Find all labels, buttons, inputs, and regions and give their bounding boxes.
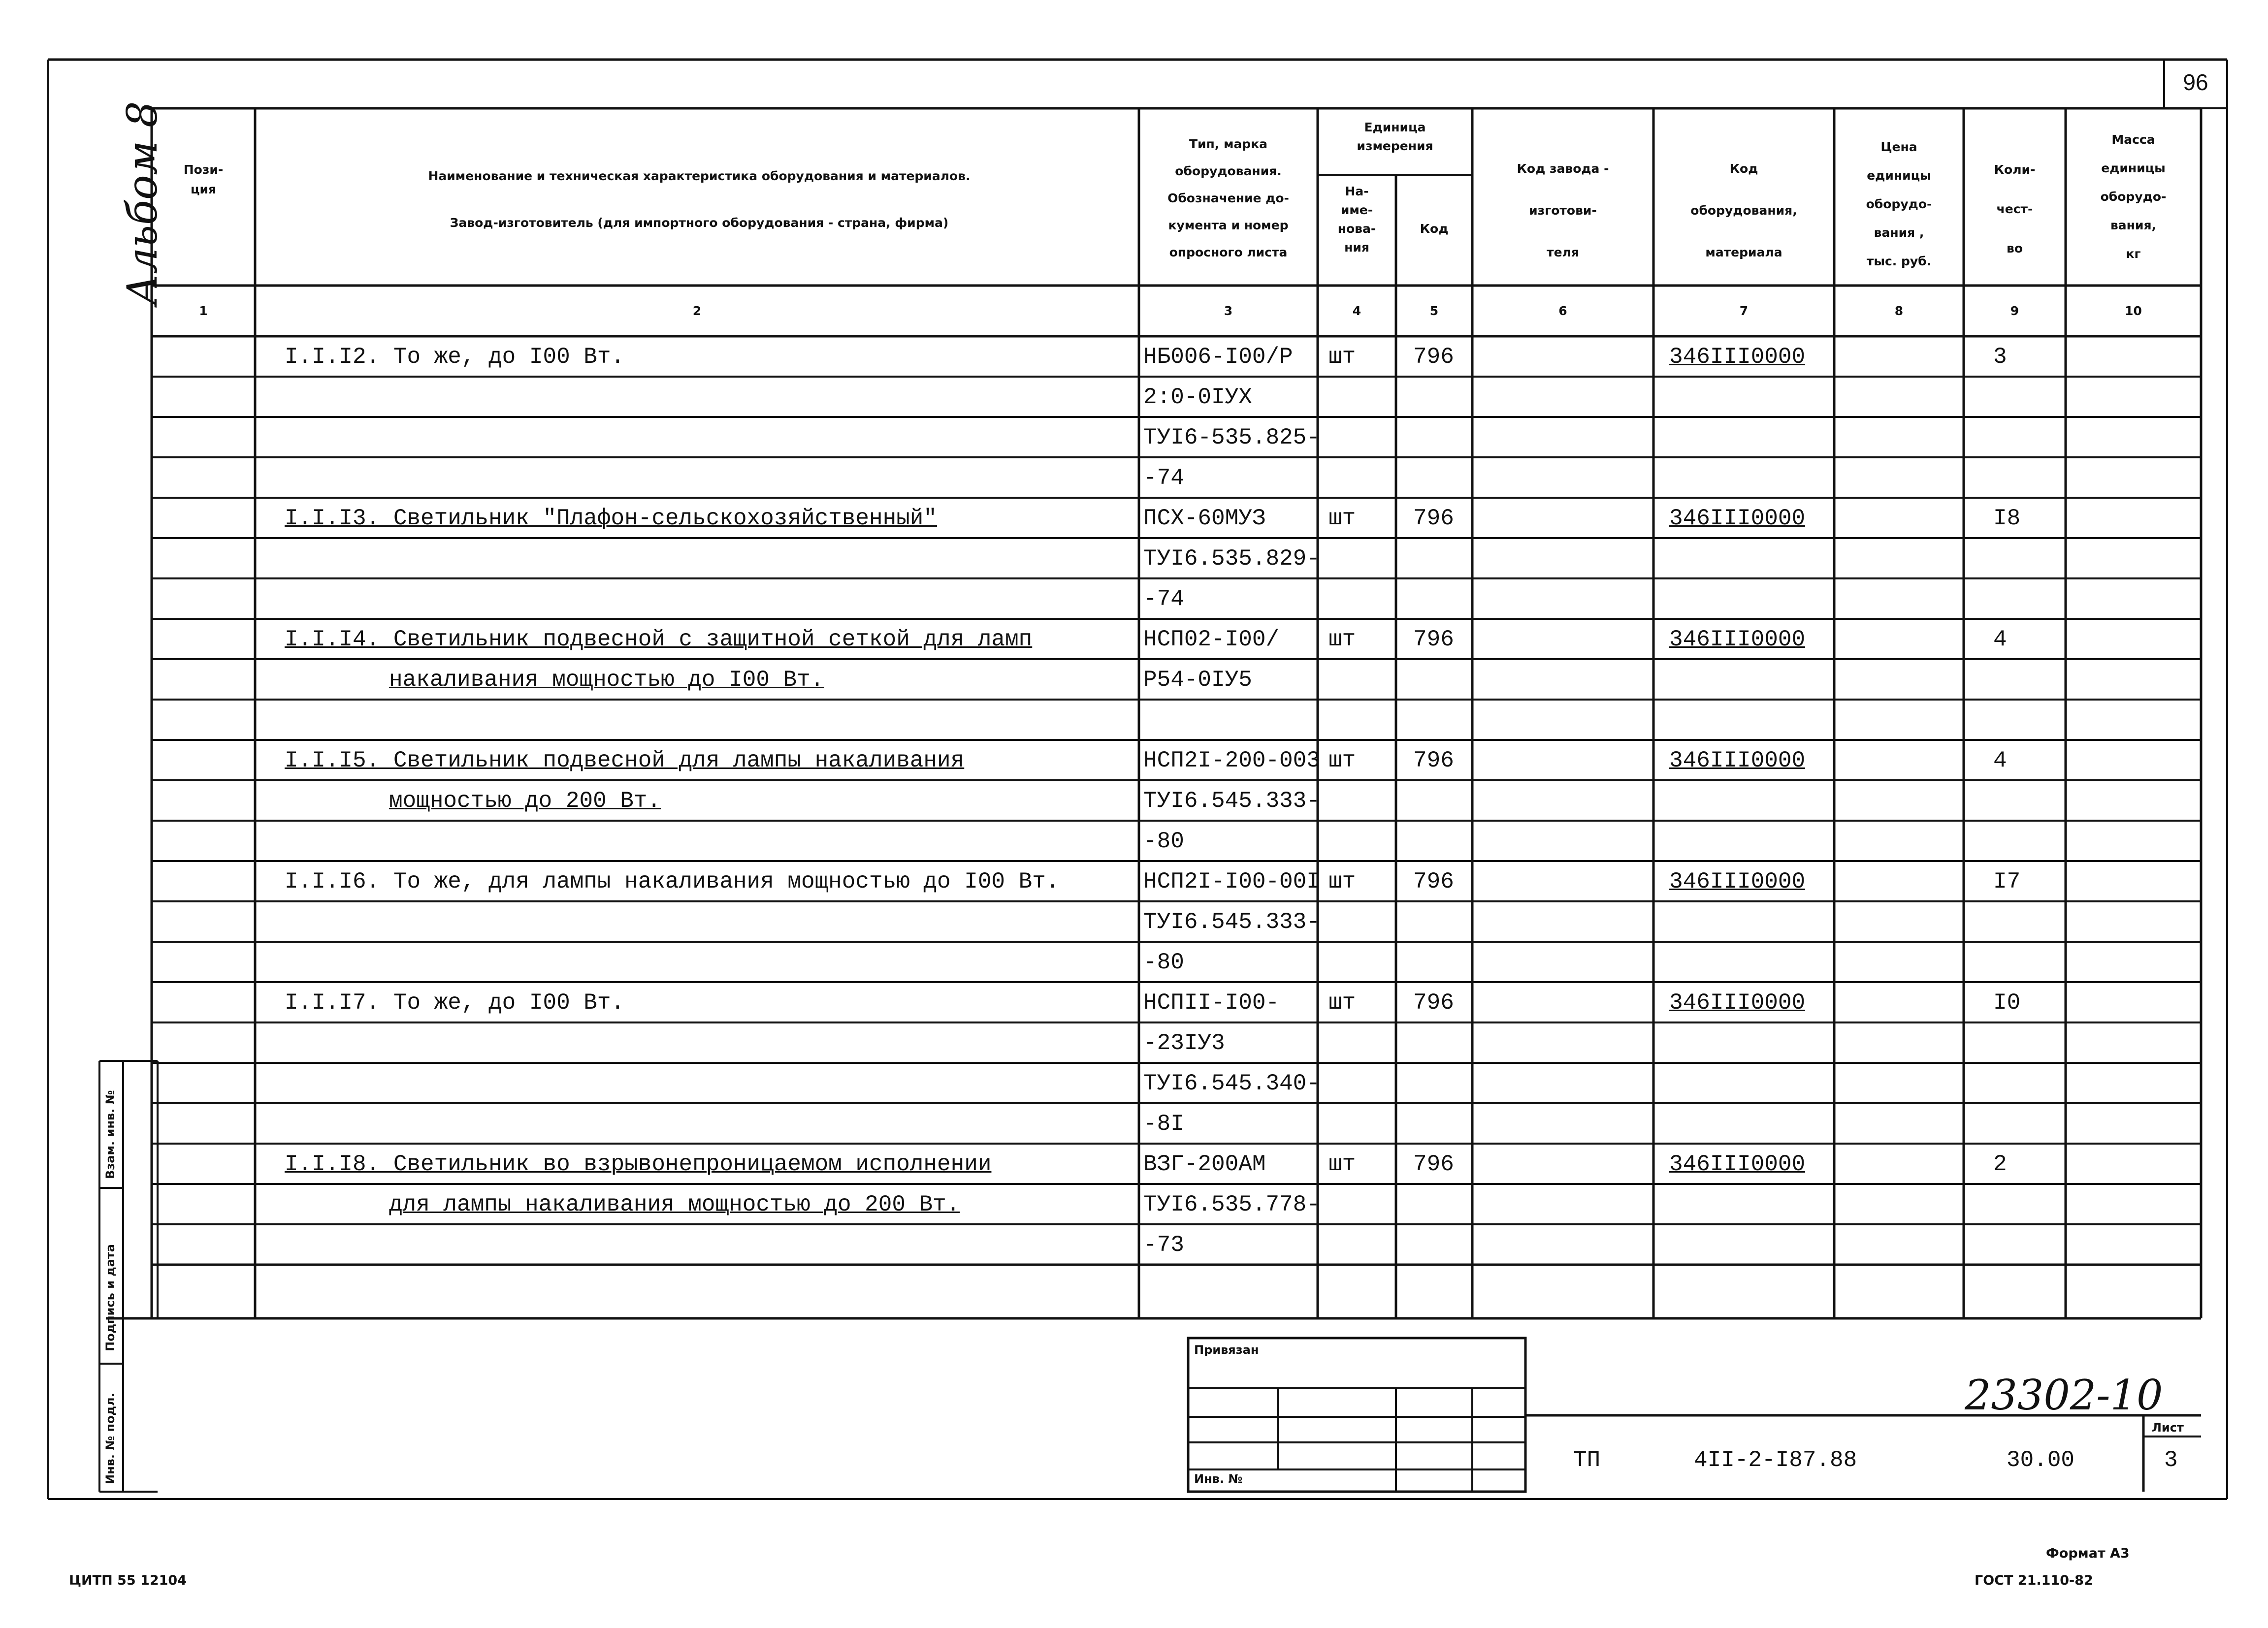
header-name: Наименование и техническая характеристика оборудования и материалов. Завод-изготовитель (для импортного оборудования - страна, фирма) [428, 169, 971, 230]
table-cell-code: 796 [1413, 627, 1454, 652]
table-cell-type: ПСХ-60МУЗ [1143, 506, 1266, 531]
table-cell-type: -80 [1143, 950, 1184, 975]
stamp-project-code: 4II-2-I87.88 [1694, 1447, 1857, 1473]
column-number: 9 [2010, 304, 2019, 318]
header-price: Цена единицы оборудо- вания , тыс. руб. [1866, 140, 1932, 268]
column-number: 10 [2125, 304, 2142, 318]
header-mass: Масса единицы оборудо- вания, кг [2100, 132, 2167, 261]
table-cell-desc: I.I.I6. То же, для лампы накаливания мощностью до I00 Вт. [285, 869, 1060, 894]
table-cell-desc: I.I.I4. Светильник подвесной с защитной сеткой для ламп [285, 627, 1033, 652]
table-cell-eqcode: 346III0000 [1669, 990, 1806, 1016]
header-factory-code: Код завода - изготови- теля [1517, 161, 1609, 259]
header-unit: Единица измерения [1357, 120, 1433, 153]
table-cell-desc: I.I.I7. То же, до I00 Вт. [285, 990, 625, 1016]
column-number: 7 [1739, 304, 1749, 318]
column-number: 3 [1224, 304, 1233, 318]
table-cell-type: НСПII-I00- [1143, 990, 1280, 1016]
table-cell-eqcode: 346III0000 [1669, 506, 1806, 531]
table-cell-type: ТУI6.545.340- [1143, 1071, 1320, 1096]
header-quantity: Коли- чест- во [1994, 162, 2036, 255]
column-number: 6 [1558, 304, 1567, 318]
header-equipment-code: Код оборудования, материала [1690, 161, 1797, 259]
table-cell-desc: I.I.I2. То же, до I00 Вт. [285, 344, 625, 370]
table-cell-eqcode: 346III0000 [1669, 344, 1806, 370]
footer-gost: ГОСТ 21.110-82 [1975, 1573, 2093, 1588]
table-cell-qty: 2 [1993, 1151, 2007, 1177]
table-cell-desc: I.I.I5. Светильник подвесной для лампы накаливания [285, 748, 965, 773]
table-cell-desc: мощностью до 200 Вт. [389, 788, 661, 814]
stamp-section: 30.00 [2007, 1447, 2075, 1473]
table-cell-type: -74 [1143, 465, 1184, 491]
stamp-privyazan: Привязан [1194, 1343, 1259, 1357]
table-cell-type: ТУI6.545.333- [1143, 909, 1320, 935]
table-cell-type: -23IУ3 [1143, 1030, 1225, 1056]
header-unit-code: Код [1420, 222, 1449, 236]
table-cell-type: ТУI6-535.825- [1143, 425, 1320, 450]
table-cell-unit: шт [1328, 344, 1356, 370]
album-label: Альбом 8 [118, 101, 166, 305]
table-cell-unit: шт [1328, 869, 1356, 894]
side-label-original-inv: Инв. № подл. [103, 1393, 117, 1484]
table-cell-unit: шт [1328, 506, 1356, 531]
table-cell-type: -8I [1143, 1111, 1184, 1137]
table-cell-code: 796 [1413, 1151, 1454, 1177]
header-position: Пози- ция [183, 162, 224, 196]
side-label-replace-inv: Взам. инв. № [103, 1090, 117, 1179]
table-cell-qty: 3 [1993, 344, 2007, 370]
footer-format: Формат А3 [2046, 1546, 2130, 1561]
table-cell-unit: шт [1328, 627, 1356, 652]
table-cell-eqcode: 346III0000 [1669, 748, 1806, 773]
column-number: 2 [692, 304, 702, 318]
table-cell-qty: I8 [1993, 506, 2021, 531]
table-cell-qty: 4 [1993, 627, 2007, 652]
table-cell-type: -80 [1143, 829, 1184, 854]
footer-code: ЦИТП 55 12104 [69, 1573, 187, 1588]
column-number: 5 [1429, 304, 1439, 318]
table-cell-desc: I.I.I8. Светильник во взрывонепроницаемом исполнении [285, 1151, 992, 1177]
column-numbers-row [152, 286, 2201, 336]
side-label-sign-date: Подпись и дата [103, 1244, 117, 1351]
table-cell-qty: I7 [1993, 869, 2021, 894]
table-cell-code: 796 [1413, 748, 1454, 773]
table-cell-desc: для лампы накаливания мощностью до 200 Вт. [389, 1192, 960, 1217]
table-cell-eqcode: 346III0000 [1669, 1151, 1806, 1177]
table-cell-type: НСП2I-I00-00I [1143, 869, 1320, 894]
table-cell-type: ТУI6.545.333- [1143, 788, 1320, 814]
table-cell-type: ТУI6.535.829- [1143, 546, 1320, 572]
header-type: Тип, марка оборудования. Обозначение до- кумента и номер опросного листа [1167, 137, 1289, 259]
stamp-inv-no: Инв. № [1194, 1472, 1243, 1486]
table-cell-type: НБ006-I00/Р [1143, 344, 1293, 370]
table-cell-type: НСП02-I00/ [1143, 627, 1280, 652]
table-cell-code: 796 [1413, 344, 1454, 370]
table-cell-code: 796 [1413, 506, 1454, 531]
column-number: 4 [1352, 304, 1361, 318]
table-cell-desc: I.I.I3. Светильник "Плафон-сельскохозяйственный" [285, 506, 938, 531]
stamp-sheet-label: Лист [2152, 1421, 2184, 1435]
table-cell-qty: I0 [1993, 990, 2021, 1016]
table-cell-type: ВЗГ-200АМ [1143, 1151, 1266, 1177]
table-cell-eqcode: 346III0000 [1669, 627, 1806, 652]
table-cell-type: Р54-0IУ5 [1143, 667, 1252, 693]
stamp-tp: ТП [1573, 1447, 1601, 1473]
table-cell-type: 2:0-0IУХ [1143, 384, 1252, 410]
column-number: 1 [199, 304, 208, 318]
table-cell-type: ТУI6.535.778- [1143, 1192, 1320, 1217]
stamp-handwritten-number: 23302-10 [1965, 1371, 2163, 1419]
table-cell-type: -74 [1143, 586, 1184, 612]
table-cell-eqcode: 346III0000 [1669, 869, 1806, 894]
table-cell-code: 796 [1413, 869, 1454, 894]
table-cell-unit: шт [1328, 990, 1356, 1016]
stamp-sheet-number: 3 [2164, 1447, 2178, 1473]
table-cell-desc: накаливания мощностью до I00 Вт. [389, 667, 824, 693]
header-unit-name: На- име- нова- ния [1337, 184, 1376, 255]
column-number: 8 [1894, 304, 1904, 318]
table-cell-unit: шт [1328, 1151, 1356, 1177]
table-cell-qty: 4 [1993, 748, 2007, 773]
table-cell-code: 796 [1413, 990, 1454, 1016]
sheet-number: 96 [2183, 69, 2208, 95]
table-cell-type: -73 [1143, 1232, 1184, 1258]
table-cell-unit: шт [1328, 748, 1356, 773]
table-cell-type: НСП2I-200-003 [1143, 748, 1320, 773]
